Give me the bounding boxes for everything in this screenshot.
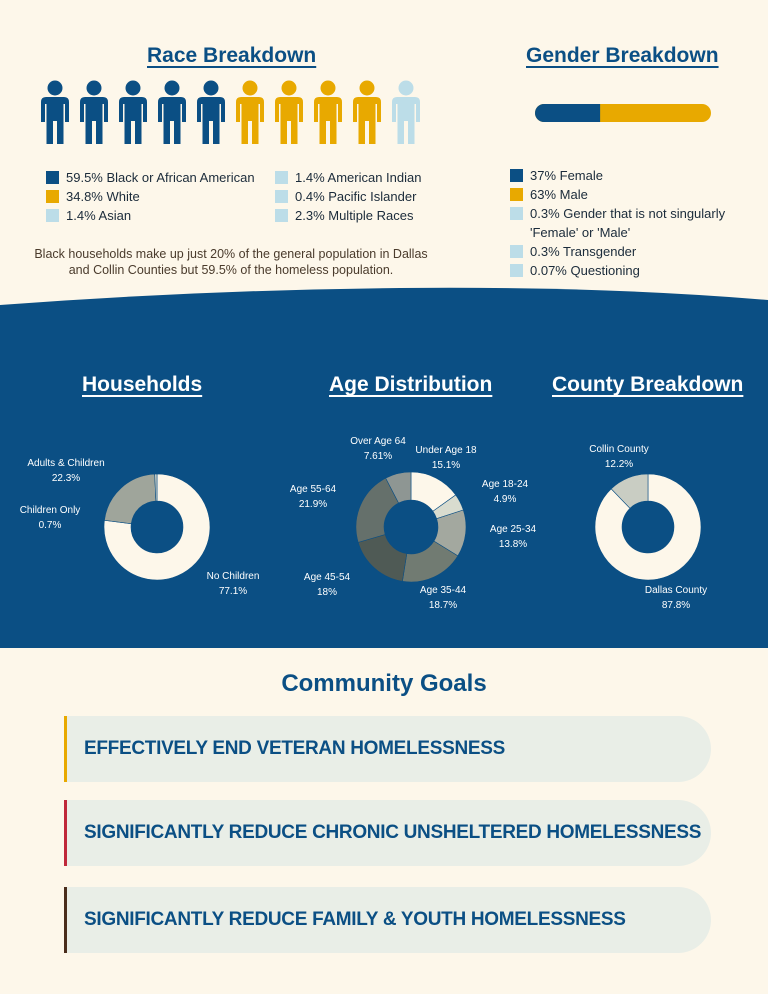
pie-label: [415, 443, 476, 473]
pie-label-name: Adults & Children: [27, 458, 105, 469]
race-legend-item: [46, 187, 255, 206]
pie-label-name: Under Age 18: [415, 445, 477, 456]
pie-label: [304, 570, 350, 600]
pie-label-value: 77.1%: [218, 586, 248, 597]
donut-slice: [358, 535, 407, 582]
pie-label: [20, 503, 81, 533]
person-icon: [233, 80, 267, 146]
pie-label-name: Collin County: [589, 444, 649, 455]
age-title: Age Distribution: [329, 373, 493, 396]
person-icon: [38, 80, 72, 146]
pie-label-value: 21.9%: [298, 499, 328, 510]
goal-card: [64, 716, 711, 782]
pie-label: [350, 434, 406, 464]
legend-label: 1.4% American Indian: [295, 170, 422, 185]
legend-swatch: [46, 209, 59, 222]
legend-swatch: [275, 209, 288, 222]
gender-legend-item: [510, 261, 750, 280]
race-legend-right: [275, 168, 421, 225]
legend-swatch: [46, 171, 59, 184]
goal-accent-bar: [64, 716, 67, 782]
goals-title: Community Goals: [281, 670, 487, 697]
pie-label-value: 7.61%: [363, 451, 393, 462]
pie-label-value: 22.3%: [51, 473, 81, 484]
legend-swatch: [510, 188, 523, 201]
pie-label: [420, 583, 466, 613]
legend-label: 1.4% Asian: [66, 208, 132, 223]
legend-swatch: [510, 245, 523, 258]
pie-label: [482, 477, 528, 507]
legend-swatch: [510, 169, 523, 182]
person-icon: [389, 80, 423, 146]
goal-accent-bar: [64, 887, 67, 953]
race-legend-item: [275, 206, 421, 225]
legend-swatch: [510, 207, 523, 220]
pie-label-value: 18.7%: [428, 600, 458, 611]
goal-card: [64, 800, 711, 866]
gender-bar-female: [535, 104, 600, 122]
pie-label: [645, 583, 707, 613]
gender-legend-item: [510, 166, 750, 185]
pie-label-name: Age 35-44: [419, 585, 467, 596]
pie-label-name: No Children: [206, 571, 260, 582]
goal-text: SIGNIFICANTLY REDUCE FAMILY & YOUTH HOMELESSNESS: [84, 909, 626, 930]
pie-label-value: 12.2%: [604, 459, 634, 470]
pie-label-name: Dallas County: [644, 585, 708, 596]
households-title: Households: [82, 373, 203, 396]
person-icon: [116, 80, 150, 146]
pie-label-name: Age 18-24: [481, 479, 529, 490]
gender-legend-item: [510, 185, 750, 204]
age-donut: [356, 472, 466, 582]
pie-label-name: Age 55-64: [289, 484, 337, 495]
legend-swatch: [510, 264, 523, 277]
gender-title: Gender Breakdown: [526, 44, 719, 67]
legend-label: 0.3% Transgender: [530, 244, 637, 259]
county-title: County Breakdown: [552, 373, 744, 396]
pie-label-value: 4.9%: [493, 494, 517, 505]
race-people-icons: [38, 80, 428, 148]
person-icon: [272, 80, 306, 146]
pie-label-value: 87.8%: [661, 600, 691, 611]
gender-legend-item: [510, 204, 750, 242]
households-donut: [104, 474, 210, 580]
person-icon: [77, 80, 111, 146]
legend-label: 0.07% Questioning: [530, 263, 640, 278]
pie-label: [290, 482, 336, 512]
person-icon: [350, 80, 384, 146]
gender-bar: [535, 104, 711, 122]
person-icon: [155, 80, 189, 146]
pie-label: [27, 456, 104, 486]
gender-legend: [510, 166, 750, 280]
person-icon: [194, 80, 228, 146]
race-legend-item: [46, 168, 255, 187]
race-legend-item: [275, 187, 421, 206]
pie-label: [589, 442, 648, 472]
pie-label-value: 13.8%: [498, 539, 528, 550]
legend-swatch: [275, 190, 288, 203]
county-donut: [595, 474, 701, 580]
race-legend-item: [275, 168, 421, 187]
race-title: Race Breakdown: [147, 44, 317, 67]
pie-label-name: Age 25-34: [489, 524, 537, 535]
race-note: Black households make up just 20% of the general population in Dallas and Collin Counties but 59.5% of the homeless population.: [34, 247, 428, 277]
race-legend-left: [46, 168, 255, 225]
pie-label: [207, 569, 260, 599]
donut-slice: [104, 474, 155, 524]
legend-label: 2.3% Multiple Races: [295, 208, 414, 223]
pie-label-name: Over Age 64: [350, 436, 406, 447]
legend-label: 59.5% Black or African American: [66, 170, 255, 185]
legend-swatch: [275, 171, 288, 184]
pie-label-name: Age 45-54: [303, 572, 351, 583]
legend-swatch: [46, 190, 59, 203]
legend-label: 0.3% Gender that is not singularly 'Female' or 'Male': [530, 206, 726, 240]
goal-accent-bar: [64, 800, 67, 866]
legend-label: 63% Male: [530, 187, 588, 202]
goal-card: [64, 887, 711, 953]
pie-label-value: 15.1%: [431, 460, 461, 471]
race-legend-item: [46, 206, 255, 225]
legend-label: 37% Female: [530, 168, 603, 183]
legend-label: 0.4% Pacific Islander: [295, 189, 417, 204]
legend-label: 34.8% White: [66, 189, 140, 204]
pie-label: [490, 522, 536, 552]
pie-label-name: Children Only: [19, 505, 81, 516]
goal-text: EFFECTIVELY END VETERAN HOMELESSNESS: [84, 738, 506, 759]
gender-legend-item: [510, 242, 750, 261]
pie-label-value: 18%: [316, 587, 337, 598]
pie-label-value: 0.7%: [38, 520, 62, 531]
goal-text: SIGNIFICANTLY REDUCE CHRONIC UNSHELTERED HOMELESSNESS: [84, 822, 702, 843]
person-icon: [311, 80, 345, 146]
